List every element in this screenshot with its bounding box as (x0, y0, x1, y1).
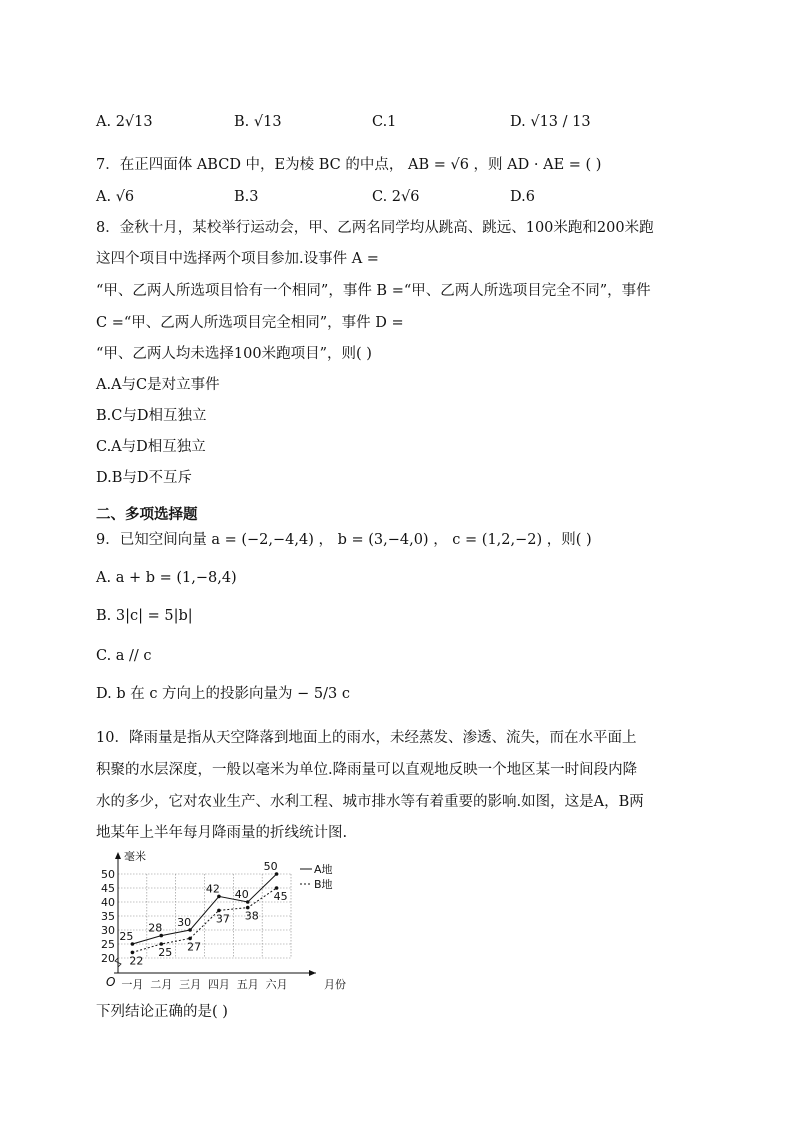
x-tick-label: 六月 (265, 978, 288, 991)
chart-legend (300, 862, 333, 891)
q8-line-3: “甲、乙两人所选项目恰有一个相同”，事件 B =“甲、乙两人所选项目完全不同”，事件 (96, 283, 651, 299)
origin-label: O (106, 975, 116, 989)
x-tick-label: 三月 (179, 978, 202, 991)
q9-option-a: A. a + b = (1,−8,4) (96, 570, 237, 586)
q8-line-1: 8．金秋十月，某校举行运动会，甲、乙两名同学均从跳高、跳远、100米跑和200米跑 (96, 220, 654, 236)
chart-labels (101, 849, 346, 991)
data-label: 45 (273, 890, 288, 903)
data-label: 30 (177, 916, 192, 929)
x-axis-arrow (309, 970, 316, 976)
q10-line-3: 水的多少，它对农业生产、水利工程、城市排水等有着重要的影响.如图，这是A，B两 (96, 794, 644, 810)
q7-option-b: B.3 (234, 189, 259, 205)
q8-line-4: C =“甲、乙两人所选项目完全相同”，事件 D = (96, 315, 404, 331)
y-tick-label: 45 (101, 882, 115, 895)
q10-line-1: 10．降雨量是指从天空降落到地面上的雨水，未经蒸发、渗透、流失，而在水平面上 (96, 730, 637, 746)
x-tick-label: 二月 (150, 978, 173, 991)
q8-option-a: A.A与C是对立事件 (96, 377, 220, 393)
data-label: 40 (234, 888, 249, 901)
data-label: 50 (263, 860, 278, 873)
q6-option-d: D. √13 / 13 (510, 114, 591, 130)
y-tick-label: 35 (101, 910, 115, 923)
y-tick-label: 50 (101, 868, 115, 881)
q10-line-2: 积聚的水层深度，一般以毫米为单位.降雨量可以直观地反映一个地区某一时间段内降 (96, 762, 638, 778)
y-tick-label: 40 (101, 896, 115, 909)
x-tick-label: 五月 (236, 978, 259, 991)
q9-option-c: C. a // c (96, 648, 152, 664)
q6-option-a: A. 2√13 (96, 114, 153, 130)
q9-option-b: B. 3|c| = 5|b| (96, 608, 193, 624)
x-tick-label: 四月 (207, 978, 230, 991)
chart-grid (118, 874, 291, 958)
q8-option-c: C.A与D相互独立 (96, 439, 206, 455)
section-heading: 二、多项选择题 (96, 507, 198, 523)
q6-option-c: C.1 (372, 114, 397, 130)
q10-followup: 下列结论正确的是( ) (96, 1004, 228, 1020)
legend-label: A地 (314, 863, 333, 876)
x-axis-label: 月份 (324, 978, 346, 991)
x-tick-label: 一月 (121, 978, 144, 991)
data-label: 38 (244, 909, 259, 923)
q8-option-d: D.B与D不互斥 (96, 470, 192, 486)
q7-option-d: D.6 (510, 189, 535, 205)
y-axis-arrow (115, 852, 121, 859)
data-label: 25 (119, 930, 134, 943)
q7-option-a: A. √6 (96, 189, 135, 205)
q7-option-c: C. 2√6 (372, 189, 420, 205)
y-tick-label: 20 (101, 952, 115, 965)
q9-option-d: D. b 在 c 方向上的投影向量为 − 5/3 c (96, 686, 350, 702)
data-label: 22 (129, 954, 144, 968)
q8-option-b: B.C与D相互独立 (96, 408, 207, 424)
y-axis-label: 毫米 (124, 850, 146, 863)
q8-line-5: “甲、乙两人均未选择100米跑项目”，则( ) (96, 346, 372, 362)
q8-line-2: 这四个项目中选择两个项目参加.设事件 A = (96, 251, 379, 267)
q7-stem: 7．在正四面体 ABCD 中，E为棱 BC 的中点， AB = √6 ，则 AD · AE = ( ) (96, 157, 602, 173)
data-label: 42 (205, 882, 220, 896)
q9-stem: 9．已知空间向量 a = (−2,−4,4) ， b = (3,−4,0) ， c = (1,2,−2) ，则( ) (96, 532, 592, 548)
q10-line-4: 地某年上半年每月降雨量的折线统计图. (96, 825, 348, 841)
rainfall-line-chart (96, 848, 356, 998)
y-tick-label: 30 (101, 924, 115, 937)
data-label: 27 (187, 940, 202, 954)
data-label: 25 (158, 946, 173, 959)
y-tick-label: 25 (101, 938, 115, 951)
q6-option-b: B. √13 (234, 114, 282, 130)
legend-label: B地 (314, 878, 333, 891)
data-label: 28 (148, 921, 163, 935)
data-label: 37 (215, 912, 230, 926)
